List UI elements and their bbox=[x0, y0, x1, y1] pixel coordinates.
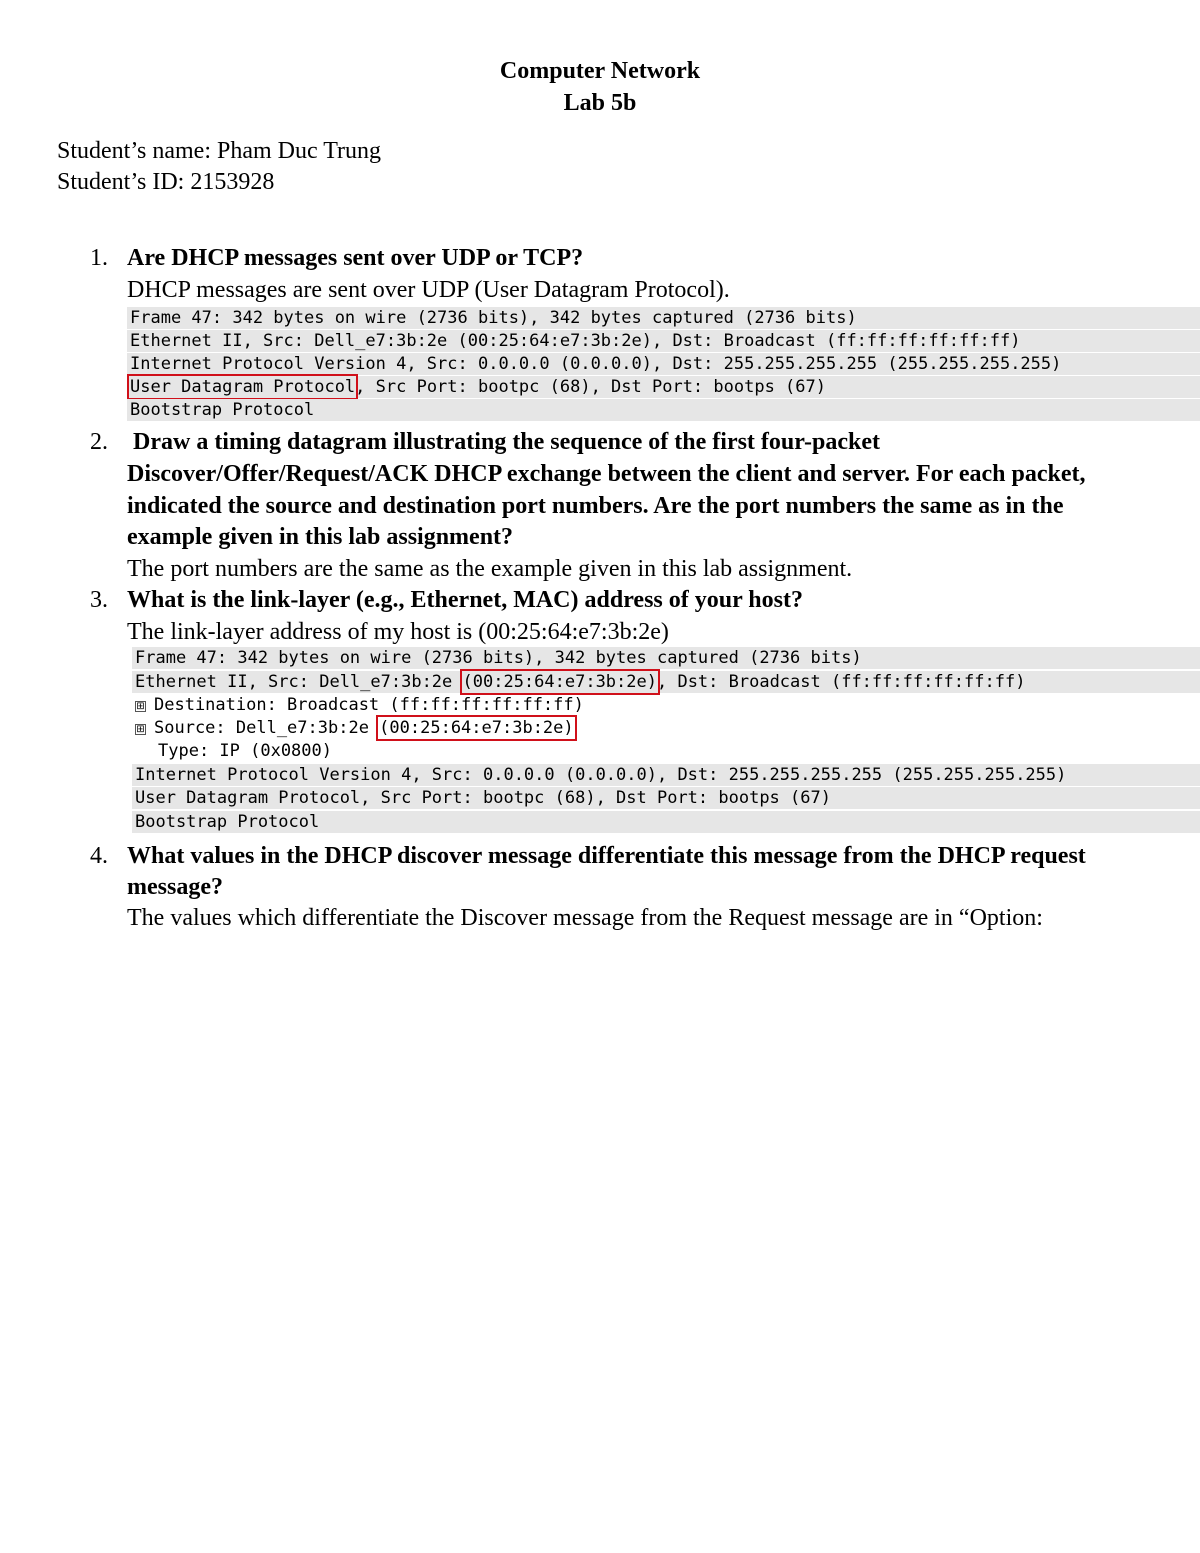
question-1: Are DHCP messages sent over UDP or TCP? bbox=[127, 245, 584, 271]
mac-highlight-box: (00:25:64:e7:3b:2e) bbox=[379, 718, 574, 738]
document-title: Computer Network bbox=[499, 58, 701, 84]
packet-ethernet-line bbox=[132, 671, 1200, 693]
question-2-line-1: Draw a timing datagram illustrating the sequence of the first four-packet bbox=[133, 429, 881, 455]
student-name: Student’s name: Pham Duc Trung bbox=[57, 138, 382, 164]
question-4-line-1: What values in the DHCP discover message differentiate this message from the DHCP request bbox=[127, 843, 1086, 869]
expand-icon[interactable]: ⊞ bbox=[136, 701, 145, 712]
udp-highlight-box: User Datagram Protocol bbox=[130, 377, 356, 397]
answer-2: The port numbers are the same as the example given in this lab assignment. bbox=[127, 556, 853, 582]
udp-ports-text: , Src Port: bootpc (68), Dst Port: bootps (67) bbox=[355, 377, 826, 397]
packet-frame-line: Frame 47: 342 bytes on wire (2736 bits), 342 bytes captured (2736 bits) bbox=[127, 307, 1200, 329]
answer-3: The link-layer address of my host is (00:25:64:e7:3b:2e) bbox=[127, 619, 669, 645]
packet-ip-line: Internet Protocol Version 4, Src: 0.0.0.0 (0.0.0.0), Dst: 255.255.255.255 (255.255.255.255) bbox=[127, 353, 1200, 375]
packet-ethernet-line: Ethernet II, Src: Dell_e7:3b:2e (00:25:64:e7:3b:2e), Dst: Broadcast (ff:ff:ff:ff:ff:ff) bbox=[127, 330, 1200, 352]
packet-bootp-line: Bootstrap Protocol bbox=[127, 399, 1200, 421]
question-4-line-2: message? bbox=[127, 874, 223, 900]
question-number: 1. bbox=[90, 245, 108, 271]
ethernet-src-text: Ethernet II, Src: Dell_e7:3b:2e bbox=[135, 672, 463, 692]
question-2-line-4: example given in this lab assignment? bbox=[127, 524, 514, 550]
packet-destination-line bbox=[132, 694, 1200, 716]
question-2-line-2: Discover/Offer/Request/ACK DHCP exchange between the client and server. For each packet, bbox=[127, 461, 1086, 487]
question-number: 3. bbox=[90, 587, 108, 613]
student-id: Student’s ID: 2153928 bbox=[57, 169, 275, 195]
question-2-line-3: indicated the source and destination port numbers. Are the port numbers the same as in the bbox=[127, 493, 1064, 519]
packet-type-line: Type: IP (0x0800) bbox=[158, 741, 332, 761]
packet-ip-line: Internet Protocol Version 4, Src: 0.0.0.0 (0.0.0.0), Dst: 255.255.255.255 (255.255.255.255) bbox=[132, 764, 1200, 786]
answer-4: The values which differentiate the Discover message from the Request message are in “Option: bbox=[127, 905, 1043, 931]
mac-highlight-box: (00:25:64:e7:3b:2e) bbox=[462, 672, 657, 692]
packet-frame-line: Frame 47: 342 bytes on wire (2736 bits), 342 bytes captured (2736 bits) bbox=[132, 647, 1200, 669]
packet-source-line bbox=[132, 717, 1200, 739]
answer-1: DHCP messages are sent over UDP (User Datagram Protocol). bbox=[127, 277, 730, 303]
question-3: What is the link-layer (e.g., Ethernet, MAC) address of your host? bbox=[127, 587, 803, 613]
packet-bootp-line: Bootstrap Protocol bbox=[132, 811, 1200, 833]
ethernet-dst-text: , Dst: Broadcast (ff:ff:ff:ff:ff:ff) bbox=[656, 672, 1026, 692]
packet-udp-line: User Datagram Protocol, Src Port: bootpc (68), Dst Port: bootps (67) bbox=[132, 787, 1200, 809]
source-text: Source: Dell_e7:3b:2e bbox=[154, 718, 380, 738]
expand-icon[interactable]: ⊞ bbox=[136, 724, 145, 735]
destination-text: Destination: Broadcast (ff:ff:ff:ff:ff:ff) bbox=[154, 695, 584, 715]
document-subtitle: Lab 5b bbox=[563, 90, 637, 116]
question-number: 2. bbox=[90, 429, 108, 455]
question-number: 4. bbox=[90, 843, 108, 869]
packet-udp-line bbox=[127, 376, 1200, 398]
